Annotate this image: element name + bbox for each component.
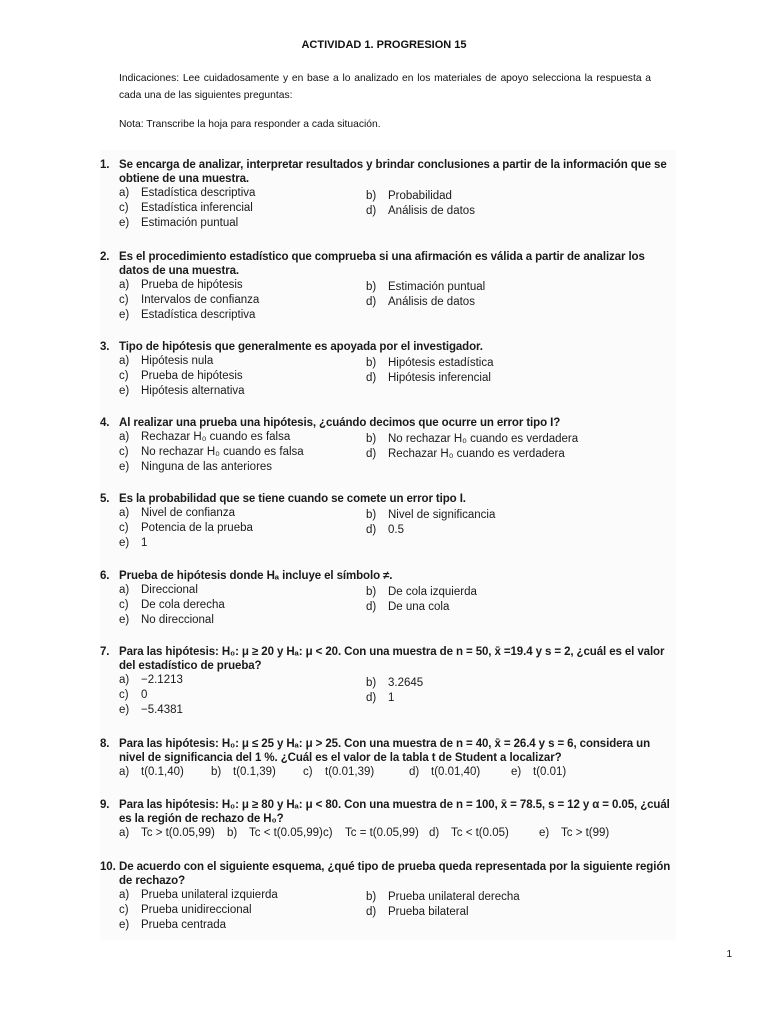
option-c: c) Prueba unidireccional: [119, 904, 252, 916]
question-number: 5.: [100, 493, 110, 505]
option-c: c) De cola derecha: [119, 599, 225, 611]
option-b: b) Hipótesis estadística: [366, 357, 494, 369]
question-stem: Para las hipótesis: H₀: μ ≤ 25 y Hₐ: μ > 25. Con una muestra de n = 40, x̄ = 26.4 y s = 6, considera un nivel de significancia del 1 %. ¿Cuál es el valor de la tabla t de Student a localizar?: [119, 738, 651, 764]
option-d: d) Prueba bilateral: [366, 906, 469, 918]
question-stem: Al realizar una prueba una hipótesis, ¿cuándo decimos que ocurre un error tipo I?: [119, 417, 561, 429]
option-c: c) Tc = t(0.05,99): [323, 827, 419, 839]
option-d: d) 0.5: [366, 524, 404, 536]
note-text: Nota: Transcribe la hoja para responder a cada situación.: [119, 119, 381, 130]
question-7: [100, 645, 676, 718]
options: [119, 826, 669, 844]
option-d: d) 1: [366, 692, 395, 704]
option-b: b) De cola izquierda: [366, 586, 477, 598]
option-e: e) Ninguna de las anteriores: [119, 461, 273, 473]
option-d: d) De una cola: [366, 601, 450, 613]
option-a: a) Prueba unilateral izquierda: [119, 889, 278, 901]
option-b: b) 3.2645: [366, 677, 424, 689]
question-6: [100, 569, 676, 628]
option-e: e) −5.4381: [119, 704, 183, 716]
option-e: e) No direccional: [119, 614, 214, 626]
option-e: e) Estimación puntual: [119, 217, 239, 229]
option-c: c) Estadística inferencial: [119, 202, 253, 214]
option-e: e) 1: [119, 537, 148, 549]
question-stem: Para las hipótesis: H₀: μ ≥ 80 y Hₐ: μ < 80. Con una muestra de n = 100, x̄ = 78.5, s = 12 y α = 0.05, ¿cuál es la región de rechazo de H₀?: [119, 799, 670, 825]
question-number: 10.: [100, 861, 116, 873]
question-stem: Es el procedimiento estadístico que comprueba si una afirmación es válida a partir de analizar los datos de una muestra.: [119, 251, 645, 277]
option-e: e) t(0.01): [511, 766, 567, 778]
options: [119, 430, 669, 475]
option-d: d) t(0.01,40): [409, 766, 481, 778]
option-b: b) Prueba unilateral derecha: [366, 891, 520, 903]
option-a: a) t(0.1,40): [119, 766, 184, 778]
option-b: b) Tc < t(0.05,99): [227, 827, 323, 839]
option-d: d) Análisis de datos: [366, 205, 475, 217]
option-c: c) No rechazar H₀ cuando es falsa: [119, 446, 304, 458]
option-a: a) Rechazar H₀ cuando es falsa: [119, 431, 291, 443]
question-stem: Para las hipótesis: H₀: μ ≥ 20 y Hₐ: μ < 20. Con una muestra de n = 50, x̄ =19.4 y s = 2, ¿cuál es el valor del estadístico de prueba?: [119, 646, 665, 672]
scanned-questions: [100, 150, 676, 940]
option-a: a) Direccional: [119, 584, 198, 596]
question-stem: Se encarga de analizar, interpretar resultados y brindar conclusiones a partir de la información que se obtiene de una muestra.: [119, 159, 667, 185]
question-stem: De acuerdo con el siguiente esquema, ¿qué tipo de prueba queda representada por la siguiente región de rechazo?: [119, 861, 671, 887]
option-e: e) Estadística descriptiva: [119, 309, 256, 321]
options: [119, 354, 669, 399]
options: [119, 278, 669, 323]
options: [119, 888, 669, 933]
option-a: a) Estadística descriptiva: [119, 187, 256, 199]
question-4: [100, 416, 676, 475]
option-a: a) Tc > t(0.05,99): [119, 827, 215, 839]
option-d: d) Tc < t(0.05): [429, 827, 509, 839]
question-8: [100, 737, 676, 783]
question-stem: Tipo de hipótesis que generalmente es apoyada por el investigador.: [119, 341, 483, 353]
option-c: c) Intervalos de confianza: [119, 294, 260, 306]
option-d: d) Análisis de datos: [366, 296, 475, 308]
instructions-text: Indicaciones: Lee cuidadosamente y en base a lo analizado en los materiales de apoyo selecciona la respuesta a cada una de las siguientes preguntas:: [119, 73, 651, 101]
option-b: b) Estimación puntual: [366, 281, 486, 293]
question-1: [100, 158, 676, 231]
option-c: c) 0: [119, 689, 148, 701]
question-number: 7.: [100, 646, 110, 658]
question-number: 8.: [100, 738, 110, 750]
options: [119, 673, 669, 718]
options: [119, 186, 669, 231]
question-10: [100, 860, 676, 933]
option-e: e) Hipótesis alternativa: [119, 385, 245, 397]
option-a: a) Hipótesis nula: [119, 355, 214, 367]
option-a: a) Nivel de confianza: [119, 507, 235, 519]
question-stem: Es la probabilidad que se tiene cuando se comete un error tipo I.: [119, 493, 466, 505]
document-title: ACTIVIDAD 1. PROGRESION 15: [301, 39, 467, 51]
options: [119, 765, 669, 783]
question-number: 1.: [100, 159, 110, 171]
question-number: 3.: [100, 341, 110, 353]
question-9: [100, 798, 676, 844]
question-3: [100, 340, 676, 399]
question-number: 4.: [100, 417, 110, 429]
options: [119, 583, 669, 628]
option-d: d) Rechazar H₀ cuando es verdadera: [366, 448, 565, 460]
option-b: b) Nivel de significancia: [366, 509, 496, 521]
option-c: c) Potencia de la prueba: [119, 522, 253, 534]
page-number: 1: [726, 949, 732, 960]
question-2: [100, 250, 676, 323]
option-b: b) Probabilidad: [366, 190, 452, 202]
options: [119, 506, 669, 551]
option-a: a) Prueba de hipótesis: [119, 279, 243, 291]
question-5: [100, 492, 676, 551]
option-e: e) Prueba centrada: [119, 919, 227, 931]
option-e: e) Tc > t(99): [539, 827, 610, 839]
option-c: c) t(0.01,39): [303, 766, 375, 778]
option-a: a) −2.1213: [119, 674, 183, 686]
question-number: 6.: [100, 570, 110, 582]
option-b: b) t(0.1,39): [211, 766, 276, 778]
option-d: d) Hipótesis inferencial: [366, 372, 491, 384]
question-stem: Prueba de hipótesis donde Hₐ incluye el símbolo ≠.: [119, 570, 393, 582]
question-number: 9.: [100, 799, 110, 811]
option-c: c) Prueba de hipótesis: [119, 370, 243, 382]
option-b: b) No rechazar H₀ cuando es verdadera: [366, 433, 579, 445]
question-number: 2.: [100, 251, 110, 263]
